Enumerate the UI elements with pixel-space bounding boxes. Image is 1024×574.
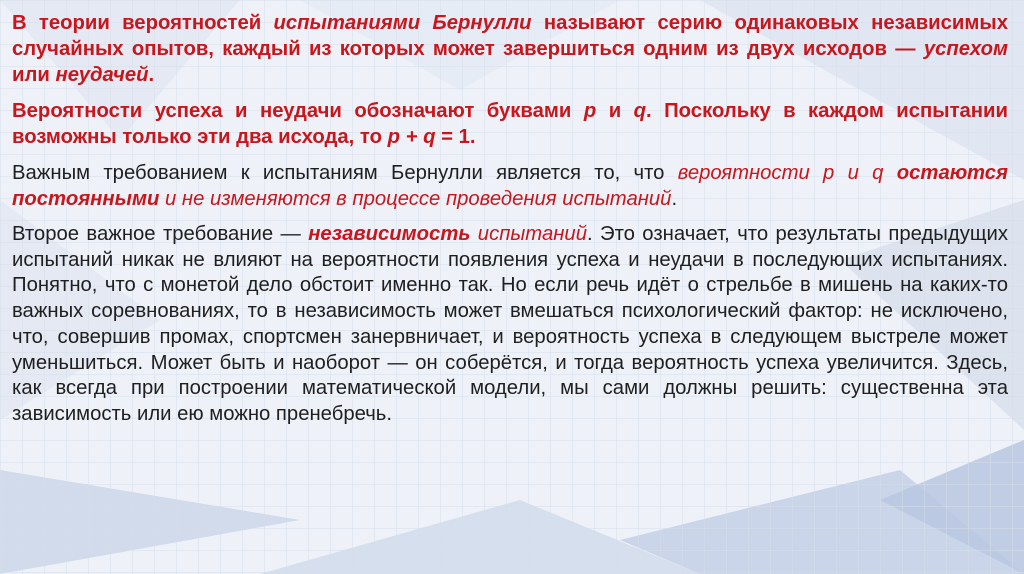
term-probabilities: вероятности p и q <box>677 162 897 184</box>
text: = 1. <box>435 126 476 148</box>
paragraph-constant-probabilities <box>12 160 1008 212</box>
text: называют серию одинаковых независимых случайных опытов, каждый из которых может завершиться одним из двух исходов — <box>12 12 1008 60</box>
term-failure: неудачей <box>55 64 149 86</box>
paragraph-definition <box>12 10 1008 88</box>
term-success: успехом <box>923 38 1008 60</box>
text: Вероятности успеха и неудачи обозначают буквами <box>12 100 584 122</box>
text: или <box>12 64 56 86</box>
text: Важным требованием к испытаниям Бернулли является то, что <box>12 162 678 184</box>
text: . Это означает, что результаты предыдущих испытаний никак не влияют на вероятности появления успеха и неудачи в последующих испытаниях. Понятно, что с монетой дело обстоит именно так. Но если речь идёт о стрельбе в мишень на каких-то важных соревнованиях, то в независимость может вмешаться психологический фактор: не исключено, что, совершив промах, спортсмен занервничает, и вероятность успеха в следующем выстреле может уменьшиться. Может быть и наоборот — он соберётся, и тогда вероятность успеха увеличится. Здесь, как всегда при построении математической модели, мы сами должны решить: существенна эта зависимость или ею можно пренебречь. <box>12 223 1008 425</box>
text: Второе важное требование — <box>12 223 309 245</box>
term-independence: независимость <box>308 223 471 245</box>
term-bernoulli-trials: испытаниями Бернулли <box>273 12 532 34</box>
term-constant: остаются постоянными <box>12 162 1008 210</box>
text: . Поскольку в каждом испытании возможны только эти два исхода, то <box>12 100 1008 148</box>
text: . <box>671 188 678 210</box>
symbol-p: p <box>583 100 597 122</box>
term-unchanged: и не изменяются в процессе проведения испытаний <box>159 188 672 210</box>
term-trials: испытаний <box>470 223 587 245</box>
slide-content <box>12 10 1008 438</box>
text: В теории вероятностей <box>12 12 274 34</box>
paragraph-independence <box>12 222 1008 428</box>
paragraph-notation <box>12 98 1008 150</box>
text: и <box>596 100 634 122</box>
formula-p-plus-q: p + q <box>387 126 436 148</box>
text: . <box>148 64 155 86</box>
symbol-q: q <box>633 100 647 122</box>
